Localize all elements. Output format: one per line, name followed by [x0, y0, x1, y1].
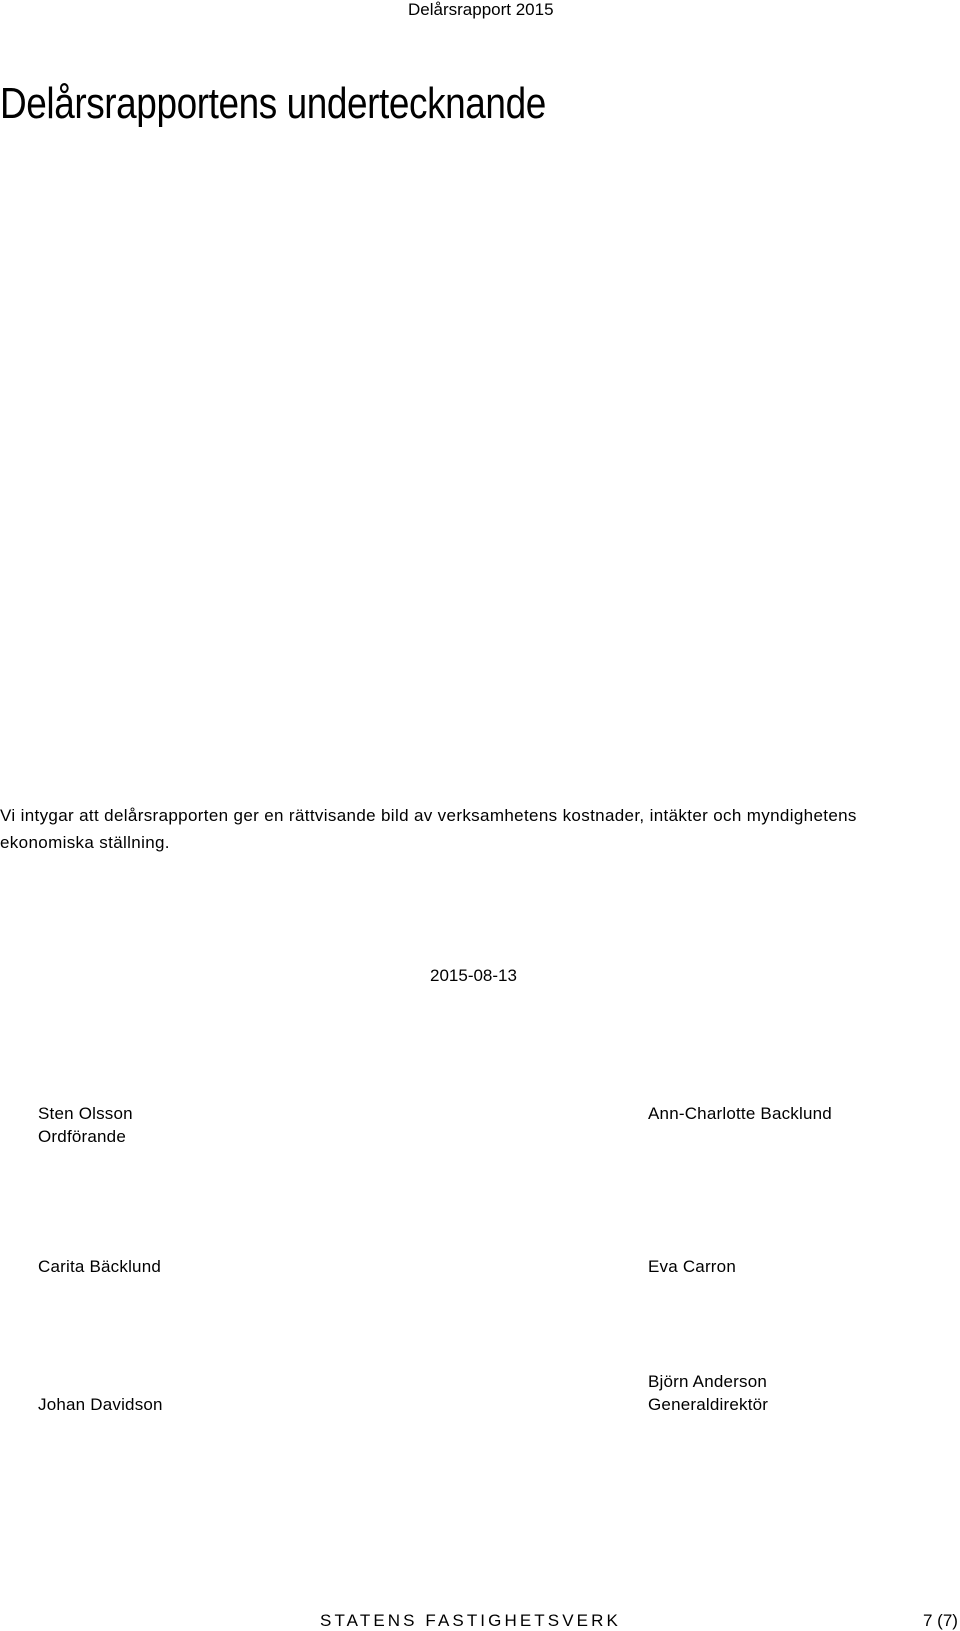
signing-date: 2015-08-13 [430, 966, 517, 985]
signatory-name: Carita Bäcklund [38, 1257, 162, 1276]
running-header: Delårsrapport 2015 [408, 0, 554, 19]
signatory-role: Generaldirektör [648, 1395, 769, 1414]
signature-block-1 [38, 1102, 133, 1148]
attestation-text: Vi intygar att delårsrapporten ger en rättvisande bild av verksamhetens kostnader, intäkter och myndighetens ekonomiska ställning. [0, 806, 857, 852]
signature-block-6 [648, 1370, 768, 1416]
signatory-name: Eva Carron [648, 1257, 736, 1276]
signature-block-3 [38, 1255, 161, 1278]
signatory-name: Björn Anderson [648, 1372, 768, 1391]
signatory-name: Sten Olsson [38, 1104, 133, 1123]
signature-block-2 [648, 1102, 832, 1125]
page-title: Delårsrapportens undertecknande [0, 79, 546, 128]
signature-block-4 [648, 1255, 736, 1278]
footer-organization: STATENS FASTIGHETSVERK [320, 1611, 621, 1630]
signatory-name: Ann-Charlotte Backlund [648, 1104, 832, 1123]
footer-page-number: 7 (7) [923, 1611, 958, 1630]
signatory-role: Ordförande [38, 1127, 126, 1146]
signature-block-5 [38, 1393, 163, 1416]
signatory-name: Johan Davidson [38, 1395, 163, 1414]
